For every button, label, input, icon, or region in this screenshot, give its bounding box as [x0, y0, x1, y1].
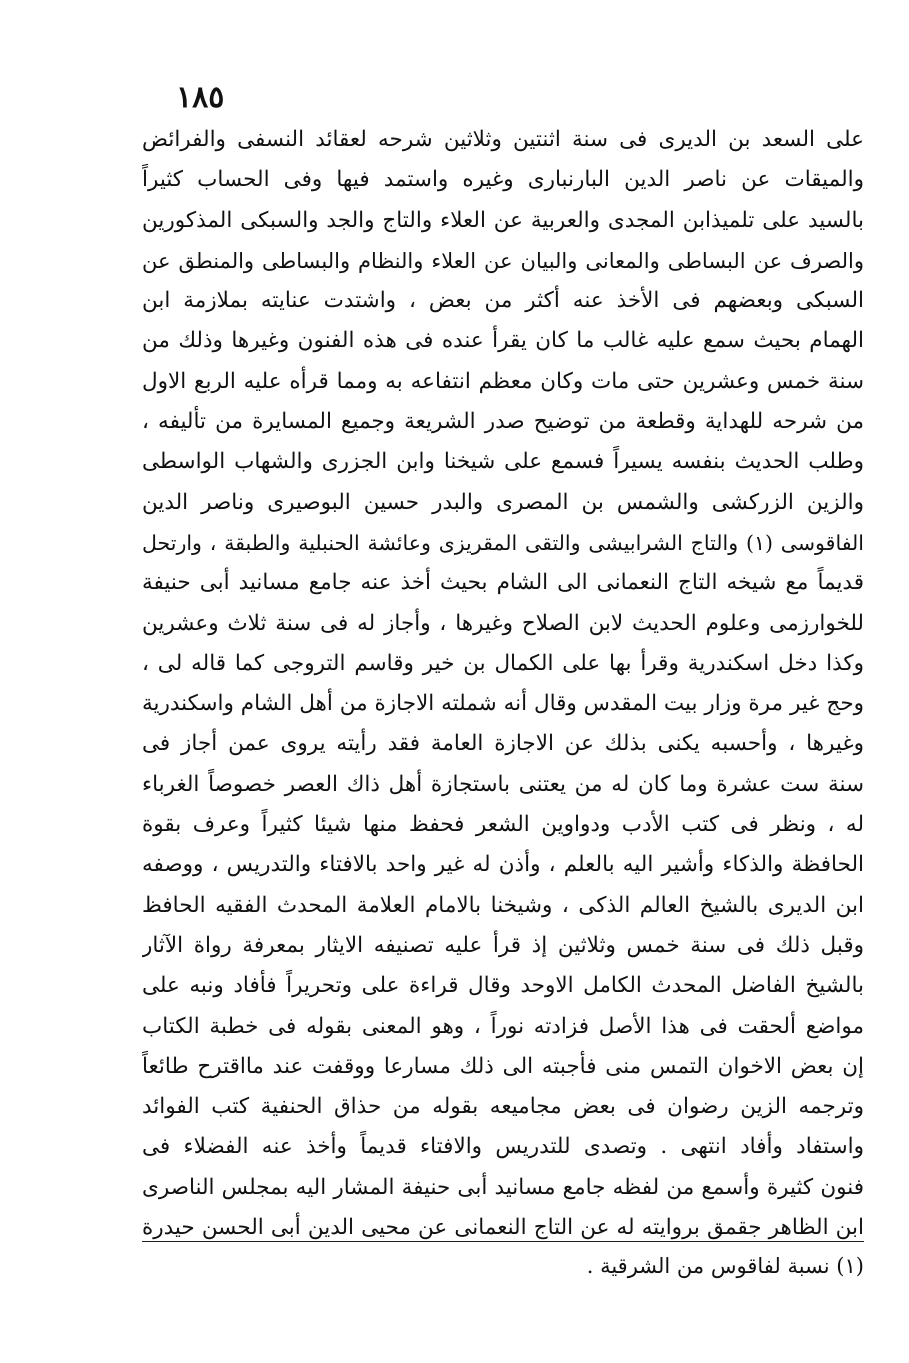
page-number: ١٨٥ — [176, 80, 225, 115]
text-line: وكذا دخل اسكندرية وقرأ بها على الكمال بن خير وقاسم التروجى كما قاله لى ، — [142, 650, 864, 676]
footnote-separator — [142, 1241, 864, 1242]
text-line: بالشيخ الفاضل المحدث الكامل الاوحد وقال قراءة على وتحريراً فأفاد ونبه على — [142, 973, 864, 999]
text-line: وطلب الحديث بنفسه يسيراً فسمع على شيخنا وابن الجزرى والشهاب الواسطى — [142, 449, 864, 475]
text-line: بالسيد على تلميذابن المجدى والعربية عن العلاء والتاج والجد والسبكى المذكورين — [142, 207, 864, 233]
text-line: ابن الظاهر جقمق بروايته له عن التاج النعمانى عن محيى الدين أبى الحسن حيدرة — [142, 1215, 864, 1241]
text-line: الحافظة والذكاء وأشير اليه بالعلم ، وأذن له غير واحد بالافتاء والتدريس ، ووصفه — [142, 852, 864, 878]
text-line: السبكى وبعضهم فى الأخذ عنه أكثر من بعض ، واشتدت عنايته بملازمة ابن — [142, 288, 864, 314]
text-line: مواضع ألحقت فى هذا الأصل فزادته نوراً ، وهو المعنى بقوله فى خطبة الكتاب — [142, 1013, 864, 1039]
body-text — [142, 120, 864, 1248]
text-line: سنة خمس وعشرين حتى مات وكان معظم انتفاعه به ومما قرأه عليه الربع الاول — [142, 368, 864, 394]
text-line: سنة ست عشرة وما كان له من يعتنى باستجازة أهل ذاك العصر خصوصاً الغرباء — [142, 771, 864, 797]
text-line: من شرحه للهداية وقطعة من توضيح صدر الشريعة وجميع المسايرة من تأليفه ، — [142, 409, 864, 435]
text-line: فنون كثيرة وأسمع من لفظه جامع مسانيد أبى حنيفة المشار اليه بمجلس الناصرى — [142, 1174, 864, 1200]
text-line: قديماً مع شيخه التاج النعمانى الى الشام بحيث أخذ عنه جامع مسانيد أبى حنيفة — [142, 570, 864, 596]
text-line: إن بعض الاخوان التمس منى فأجبته الى ذلك مسارعا ووقفت عند مااقترح طائعاً — [142, 1053, 864, 1079]
text-line: والميقات عن ناصر الدين البارنبارى وغيره واستمد فيها وفى الحساب كثيراً — [142, 167, 864, 193]
text-line: الفاقوسى (١) والتاج الشرابيشى والتقى المقريزى وعائشة الحنبلية والطبقة ، وارتحل — [142, 530, 864, 555]
footnote: (١) نسبة لفاقوس من الشرقية . — [586, 1254, 864, 1278]
text-line: على السعد بن الديرى فى سنة اثنتين وثلاثين شرحه لعقائد النسفى والفرائض — [142, 127, 864, 152]
text-line: ابن الديرى بالشيخ العالم الذكى ، وشيخنا بالامام العلامة المحدث الفقيه الحافظ — [142, 892, 864, 918]
text-line: واستفاد وأفاد انتهى . وتصدى للتدريس والافتاء قديماً وأخذ عنه الفضلاء فى — [142, 1134, 864, 1160]
text-line: وقبل ذلك فى سنة خمس وثلاثين إذ قرأ عليه تصنيفه الايثار بمعرفة رواة الآثار — [142, 932, 864, 958]
text-line: وترجمه الزين رضوان فى بعض مجاميعه بقوله من حذاق الحنفية كتب الفوائد — [142, 1094, 864, 1120]
text-line: والزين الزركشى والشمس بن المصرى والبدر حسين البوصيرى وناصر الدين — [142, 489, 864, 515]
text-line: له ، ونظر فى كتب الأدب ودواوين الشعر فحفظ منها شيئا كثيراً وعرف بقوة — [142, 812, 864, 838]
text-line: وحج غير مرة وزار بيت المقدس وقال أنه شملته الاجازة من أهل الشام واسكندرية — [142, 691, 864, 717]
text-line: الهمام بحيث سمع عليه غالب ما كان يقرأ عنده فى هذه الفنون وغيرها وذلك من — [142, 328, 864, 354]
text-line: والصرف عن البساطى والمعانى والبيان عن العلاء والنظام والبساطى والمنطق عن — [142, 248, 864, 273]
text-line: للخوارزمى وعلوم الحديث لابن الصلاح وغيرها ، وأجاز له فى سنة ثلاث وعشرين — [142, 610, 864, 636]
text-line: وغيرها ، وأحسبه يكنى بذلك عن الاجازة العامة فقد رأيته يروى عمن أجاز فى — [142, 731, 864, 757]
